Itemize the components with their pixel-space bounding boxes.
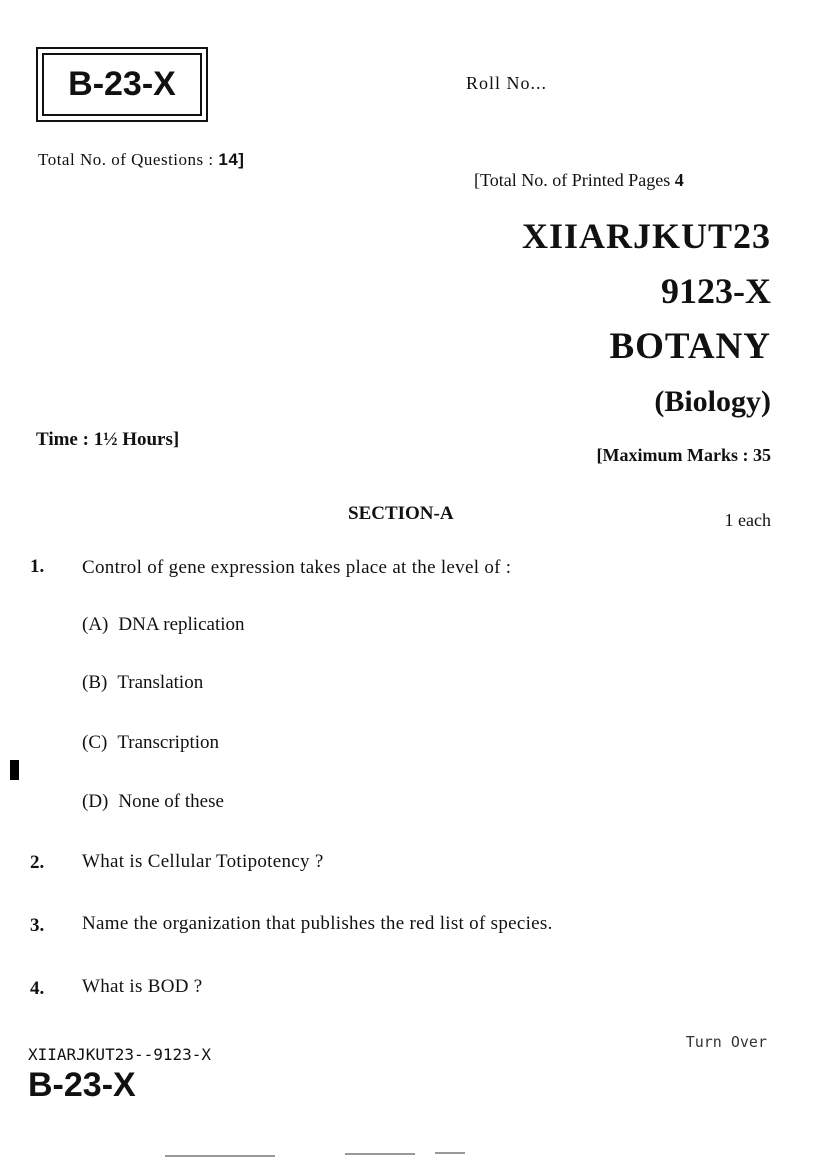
subject-title: BOTANY xyxy=(609,326,771,367)
footer-paper-code: B-23-X xyxy=(28,1066,136,1104)
option-text: Translation xyxy=(117,672,204,693)
option-item xyxy=(82,732,219,754)
maximum-marks: [Maximum Marks : 35 xyxy=(596,445,771,465)
total-pages-value: 4 xyxy=(674,170,684,190)
roll-number-label: Roll No... xyxy=(466,73,548,93)
question-text: What is Cellular Totipotency ? xyxy=(82,851,324,872)
question-number: 1. xyxy=(30,556,45,577)
paper-number: 9123-X xyxy=(661,271,771,311)
question-text: Control of gene expression takes place at the level of : xyxy=(82,557,512,578)
scan-artifact-line xyxy=(345,1153,415,1155)
turn-over-note: Turn Over xyxy=(685,1033,767,1051)
option-text: Transcription xyxy=(117,732,220,753)
total-questions-label: Total No. of Questions : xyxy=(38,150,214,169)
scan-artifact-line xyxy=(435,1152,465,1154)
option-label: (A) xyxy=(82,614,109,635)
option-label: (D) xyxy=(82,791,109,812)
sub-subject-title: (Biology) xyxy=(654,385,771,418)
option-text: None of these xyxy=(118,791,224,812)
option-label: (C) xyxy=(82,732,108,753)
total-questions xyxy=(38,150,244,170)
option-item xyxy=(82,614,245,636)
question-text: Name the organization that publishes the red list of species. xyxy=(82,913,553,934)
exam-time: Time : 1½ Hours] xyxy=(36,429,180,450)
option-item xyxy=(82,791,224,813)
option-text: DNA replication xyxy=(118,614,245,635)
total-questions-value: 14] xyxy=(218,150,245,169)
total-pages-label: [Total No. of Printed Pages xyxy=(474,170,671,190)
section-title: SECTION-A xyxy=(348,503,454,524)
option-label: (B) xyxy=(82,672,108,693)
question-text: What is BOD ? xyxy=(82,976,203,997)
paper-code-text: B-23-X xyxy=(42,53,202,116)
exam-code: XIIARJKUT23 xyxy=(521,216,771,256)
question-number: 2. xyxy=(30,852,45,873)
option-item xyxy=(82,672,203,694)
footer-exam-code: XIIARJKUT23--9123-X xyxy=(28,1045,212,1064)
section-marks-note: 1 each xyxy=(724,510,771,530)
total-printed-pages xyxy=(474,170,684,191)
paper-code-box xyxy=(36,47,208,122)
question-number: 3. xyxy=(30,915,45,936)
scan-artifact-line xyxy=(165,1155,275,1157)
question-number: 4. xyxy=(30,978,45,999)
margin-mark xyxy=(10,760,19,780)
